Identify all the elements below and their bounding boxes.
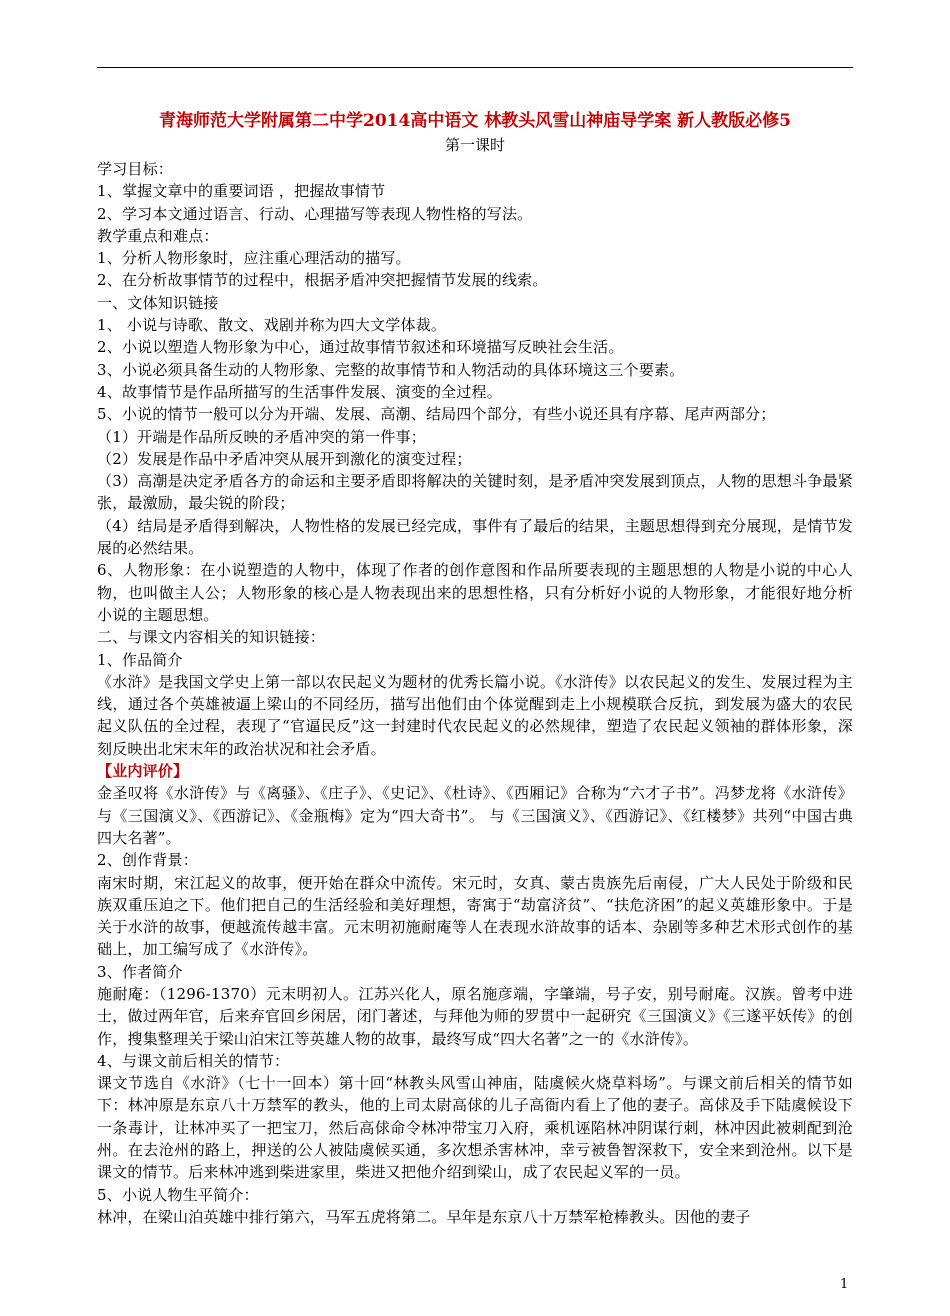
paragraph: 6、人物形象：在小说塑造的人物中，体现了作者的创作意图和作品所要表现的主题思想的人物是小说的中心人物，也叫做主人公；人物形象的核心是人物表现出来的思想性格，只有分析好小说的人物形象，才能很好地分析小说的主题思想。 (97, 561, 853, 624)
paragraph: （1）开端是作品所反映的矛盾冲突的第一件事； (97, 427, 426, 446)
paragraph: 5、小说的情节一般可以分为开端、发展、高潮、结局四个部分，有些小说还具有序幕、尾声两部分； (97, 405, 776, 424)
document-subtitle: 第一课时 (444, 136, 505, 154)
paragraph: 《水浒》是我国文学史上第一部以农民起义为题材的优秀长篇小说。《水浒传》以农民起义的发生、发展过程为主线，通过各个英雄被逼上梁山的不同经历，描写出他们由个体觉醒到走上小规模联合反抗，到发展为盛大的农民起义队伍的全过程，表现了“官逼民反”这一封建时代农民起义的必然规律，塑造了农民起义领袖的群体形象，深刻反映出北宋末年的政治状况和社会矛盾。 (97, 672, 853, 758)
paragraph: 学习目标： (97, 160, 174, 178)
paragraph: 教学重点和难点： (97, 226, 219, 245)
paragraph: 2、学习本文通过语言、行动、心理描写等表现人物性格的写法。 (97, 204, 533, 223)
paragraph: 林冲，在梁山泊英雄中排行第六，马军五虎将第二。早年是东京八十万禁军枪棒教头。因他的妻子 (97, 1207, 751, 1226)
paragraph: 二、与课文内容相关的知识链接： (97, 628, 326, 647)
paragraph: 2、在分析故事情节的过程中，根据矛盾冲突把握情节发展的线索。 (97, 271, 548, 290)
page-number: 1 (840, 1277, 849, 1292)
header-rule (97, 67, 853, 68)
paragraph: 金圣叹将《水浒传》与《离骚》、《庄子》、《史记》、《杜诗》、《西厢记》合称为“六才子书”。冯梦龙将《水浒传》与《三国演义》、《西游记》、《金瓶梅》定为“四大奇书”。 与《三国演义》、《西游记》、《红楼梦》共列“中国古典四大名著”。 (97, 784, 853, 847)
paragraph: 4、与课文前后相关的情节： (97, 1051, 290, 1070)
paragraph: 南宋时期，宋江起义的故事，便开始在群众中流传。宋元时，女真、蒙古贵族先后南侵，广大人民处于阶级和民族双重压迫之下。他们把自己的生活经验和美好理想，寄寓于“劫富济贫”、“扶危济困”的起义英雄形象中。于是关于水浒的故事，便越流传越丰富。元末明初施耐庵等人在表现水浒故事的话本、杂剧等多种艺术形式创作的基础上，加工编写成了《水浒传》。 (97, 873, 853, 959)
paragraph: 3、小说必须具备生动的人物形象、完整的故事情节和人物活动的具体环境这三个要素。 (97, 360, 685, 379)
paragraph: 1、 小说与诗歌、散文、戏剧并称为四大文学体裁。 (97, 316, 447, 335)
paragraph: 2、小说以塑造人物形象为中心，通过故事情节叙述和环境描写反映社会生活。 (97, 338, 624, 357)
paragraph: 1、作品简介 (97, 650, 183, 669)
paragraph-list (97, 158, 853, 1228)
paragraph: （4）结局是矛盾得到解决，人物性格的发展已经完成，事件有了最后的结果，主题思想得到充分展现，是情节发展的必然结果。 (97, 516, 853, 558)
paragraph: 2、创作背景： (97, 851, 198, 870)
document-title: 青海师范大学附属第二中学2014高中语文 林教头风雪山神庙导学案 新人教版必修5 (159, 111, 791, 131)
paragraph: （3）高潮是决定矛盾各方的命运和主要矛盾即将解决的关键时刻，是矛盾冲突发展到顶点，人物的思想斗争最紧张，最激励，最尖锐的阶段； (97, 472, 853, 513)
paragraph: （2）发展是作品中矛盾冲突从展开到激化的演变过程； (97, 449, 472, 468)
paragraph: 5、小说人物生平简介： (97, 1185, 259, 1204)
paragraph: 1、分析人物形象时，应注重心理活动的描写。 (97, 249, 411, 268)
paragraph: 4、故事情节是作品所描写的生活事件发展、演变的全过程。 (97, 382, 502, 401)
paragraph: 课文节选自《水浒》（七十一回本）第十回“林教头风雪山神庙，陆虞候火烧草料场”。与课文前后相关的情节如下：林冲原是东京八十万禁军的教头，他的上司太尉高俅的儿子高衙内看上了他的妻子。高俅及手下陆虞候设下一条毒计，让林冲买了一把宝刀，然后高俅命令林冲带宝刀入府，乘机诬陷林冲阴谋行刺，林冲因此被刺配到沧州。在去沧州的路上，押送的公人被陆虞候买通，多次想杀害林冲，幸亏被鲁智深救下，安全来到沧州。以下是课文的情节。后来林冲逃到柴进家里，柴进又把他介绍到梁山，成了农民起义军的一员。 (97, 1074, 853, 1182)
paragraph: 一、文体知识链接 (97, 293, 219, 312)
paragraph: 施耐庵：（1296-1370）元末明初人。江苏兴化人，原名施彦端，字肇端，号子安，别号耐庵。汉族。曾考中进士，做过两年官，后来弃官回乡闲居，闭门著述，与拜他为师的罗贯中一起研究《三国演义》《三遂平妖传》的创作，搜集整理关于梁山泊宋江等英雄人物的故事，最终写成“四大名著”之一的《水浒传》。 (97, 984, 853, 1048)
paragraph: 【业内评价】 (97, 762, 189, 781)
document-body (97, 108, 853, 1228)
paragraph: 1、掌握文章中的重要词语 ，把握故事情节 (97, 182, 386, 201)
paragraph: 3、作者简介 (97, 962, 183, 981)
